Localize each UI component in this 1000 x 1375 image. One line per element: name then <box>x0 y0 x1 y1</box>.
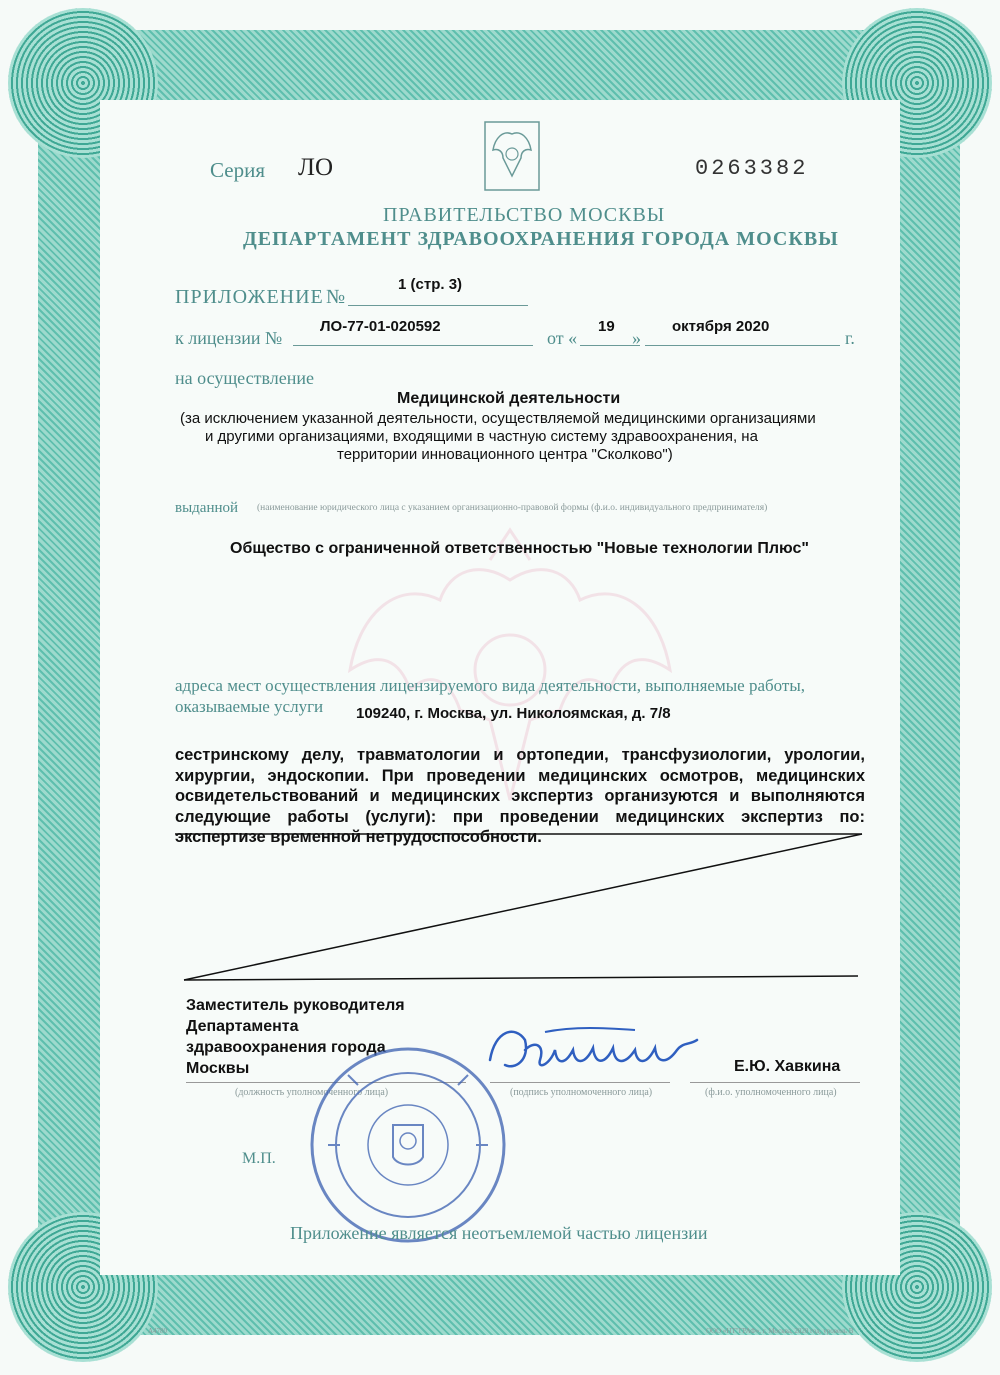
cancellation-strike <box>170 828 870 988</box>
government-title: ПРАВИТЕЛЬСТВО МОСКВЫ <box>383 204 666 226</box>
form-number: 0263382 <box>695 156 809 181</box>
activity-label: на осуществление <box>175 368 314 388</box>
addresses-label-line-2: оказываемые услуги <box>175 697 324 716</box>
signatory-position-line-2: Департамента <box>186 1018 299 1035</box>
activity-title: Медицинской деятельности <box>397 390 621 407</box>
issued-label: выданной <box>175 500 239 516</box>
signatory-name: Е.Ю. Хавкина <box>734 1058 841 1075</box>
license-year-suffix: г. <box>845 328 855 348</box>
appendix-number-sign: № <box>326 286 346 308</box>
services-text: сестринскому делу, травматологии и ортопедии, трансфузиологии, урологии, хирургии, эндоскопии. При проведении медицинских осмотров, медицинских освидетельствований и медицинских экспертиз организуются и выполняются следующие работы (услуги): при проведении медицинских экспертиз по: экспертизе временной нетрудоспособности. <box>175 746 865 846</box>
coat-of-arms-icon <box>483 120 541 192</box>
license-close-quote: » <box>632 328 641 348</box>
signatory-position-line-1: Заместитель руководителя <box>186 997 405 1014</box>
license-day-underline <box>580 345 640 346</box>
mp-label: М.П. <box>242 1150 276 1167</box>
activity-description-line-1: (за исключением указанной деятельности, осуществляемой медицинскими организациями <box>180 410 816 427</box>
activity-description-line-2: и другими организациями, входящими в частную систему здравоохранения, на <box>205 428 758 445</box>
license-month-underline <box>645 345 840 346</box>
license-day: 19 <box>598 318 615 335</box>
license-from-label: от « <box>547 328 578 348</box>
address-value: 109240, г. Москва, ул. Николоямская, д. 7/8 <box>356 705 671 722</box>
footer-note: Приложение является неотъемлемой частью лицензии <box>290 1223 708 1243</box>
official-seal-stamp <box>308 1045 508 1245</box>
issued-organization: Общество с ограниченной ответственностью "Новые технологии Плюс" <box>230 540 809 557</box>
series-label: Серия <box>210 158 265 182</box>
caption-position: (должность уполномоченного лица) <box>235 1087 389 1098</box>
handwritten-signature <box>485 1020 705 1080</box>
printer-code: А4780 <box>148 1327 168 1335</box>
license-label: к лицензии № <box>175 328 283 348</box>
license-number-underline <box>293 345 533 346</box>
caption-signature: (подпись уполномоченного лица) <box>510 1087 653 1098</box>
series-value: ЛО <box>298 154 334 181</box>
addresses-label-line-1: адреса мест осуществления лицензируемого вида деятельности, выполняемые работы, <box>175 676 806 695</box>
signatory-position-line-3: здравоохранения города <box>186 1039 386 1056</box>
appendix-value: 1 (стр. 3) <box>398 276 463 293</box>
appendix-underline <box>348 305 528 306</box>
signature-line <box>490 1082 670 1083</box>
issued-caption: (наименование юридического лица с указанием организационно-правовой формы (ф.и.о. индивидуального предпринимателя) <box>257 503 768 513</box>
printer-info: ООО «НТ"ГРАФ», г. Москва, 2020 год, уровень В <box>706 1327 854 1335</box>
license-month-year: октября 2020 <box>672 318 770 335</box>
appendix-label: ПРИЛОЖЕНИЕ <box>175 286 324 308</box>
department-title: ДЕПАРТАМЕНТ ЗДРАВООХРАНЕНИЯ ГОРОДА МОСКВЫ <box>243 228 839 250</box>
activity-description-line-3: территории инновационного центра "Сколково") <box>337 446 673 463</box>
signature-name-line <box>690 1082 860 1083</box>
caption-name: (ф.и.о. уполномоченного лица) <box>705 1087 837 1098</box>
signatory-position-line-4: Москвы <box>186 1060 250 1077</box>
license-number: ЛО-77-01-020592 <box>320 318 441 335</box>
